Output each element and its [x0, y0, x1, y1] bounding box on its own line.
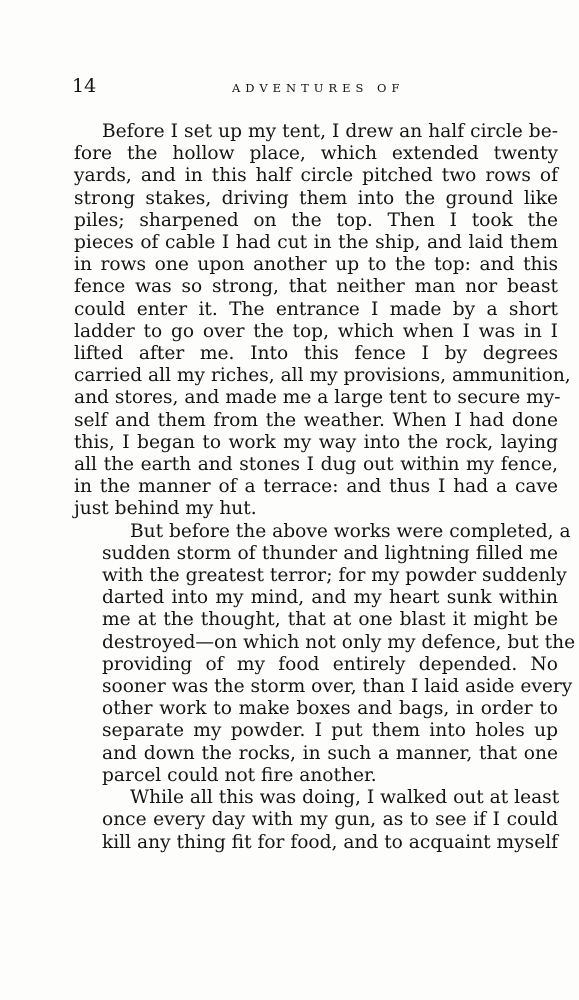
running-head: ADVENTURES OF — [232, 81, 405, 95]
text-line: just behind my hut. — [74, 498, 257, 520]
text-line: me at the thought, that at one blast it might be — [102, 609, 558, 631]
text-line: sooner was the storm over, than I laid aside every — [102, 676, 573, 698]
text-line: fore the hollow place, which extended twenty — [74, 143, 558, 165]
text-line: in rows one upon another up to the top: and this — [74, 254, 558, 276]
text-line: separate my powder. I put them into holes up — [102, 720, 558, 742]
text-line: lifted after me. Into this fence I by degrees — [74, 343, 558, 365]
paragraph-1 — [74, 121, 571, 521]
text-line: strong stakes, driving them into the ground like — [74, 187, 558, 209]
page-header — [72, 74, 551, 100]
text-line: Before I set up my tent, I drew an half circle be- — [102, 121, 558, 142]
text-line: once every day with my gun, as to see if I could — [102, 809, 558, 831]
text-line: pieces of cable I had cut in the ship, and laid them — [74, 232, 558, 254]
paragraph-2 — [74, 520, 576, 787]
text-line: providing of my food entirely depended. No — [102, 653, 558, 675]
text-line: While all this was doing, I walked out at least — [130, 787, 560, 809]
text-line: fence was so strong, that neither man nor beast — [74, 276, 558, 298]
body-text — [74, 121, 576, 854]
text-line: this, I began to work my way into the rock, laying — [74, 431, 558, 453]
text-line: carried all my riches, all my provisions, ammunition, — [74, 365, 571, 387]
text-line: sudden storm of thunder and lightning filled me — [102, 542, 558, 564]
text-line: and stores, and made me a large tent to secure my- — [74, 387, 561, 409]
text-line: and down the rocks, in such a manner, that one — [102, 742, 558, 764]
text-line: parcel could not fire another. — [102, 764, 377, 786]
text-line: all the earth and stones I dug out within my fence, — [74, 454, 558, 476]
text-line: could enter it. The entrance I made by a short — [74, 298, 558, 320]
text-line: in the manner of a terrace: and thus I had a cave — [74, 476, 558, 498]
text-line: But before the above works were completed, a — [130, 520, 571, 542]
text-line: piles; sharpened on the top. Then I took the — [74, 209, 558, 231]
text-line: other work to make boxes and bags, in order to — [102, 698, 558, 720]
text-line: with the greatest terror; for my powder suddenly — [102, 565, 567, 587]
paragraph-3 — [74, 787, 558, 854]
text-line: yards, and in this half circle pitched two rows of — [74, 165, 558, 187]
text-line: destroyed—on which not only my defence, but the — [102, 631, 576, 653]
text-line: self and them from the weather. When I had done — [74, 409, 558, 431]
page-number: 14 — [72, 75, 97, 97]
text-line: darted into my mind, and my heart sunk within — [102, 587, 558, 609]
text-line: ladder to go over the top, which when I was in I — [74, 320, 558, 342]
text-line: kill any thing fit for food, and to acquaint myself — [102, 831, 559, 853]
